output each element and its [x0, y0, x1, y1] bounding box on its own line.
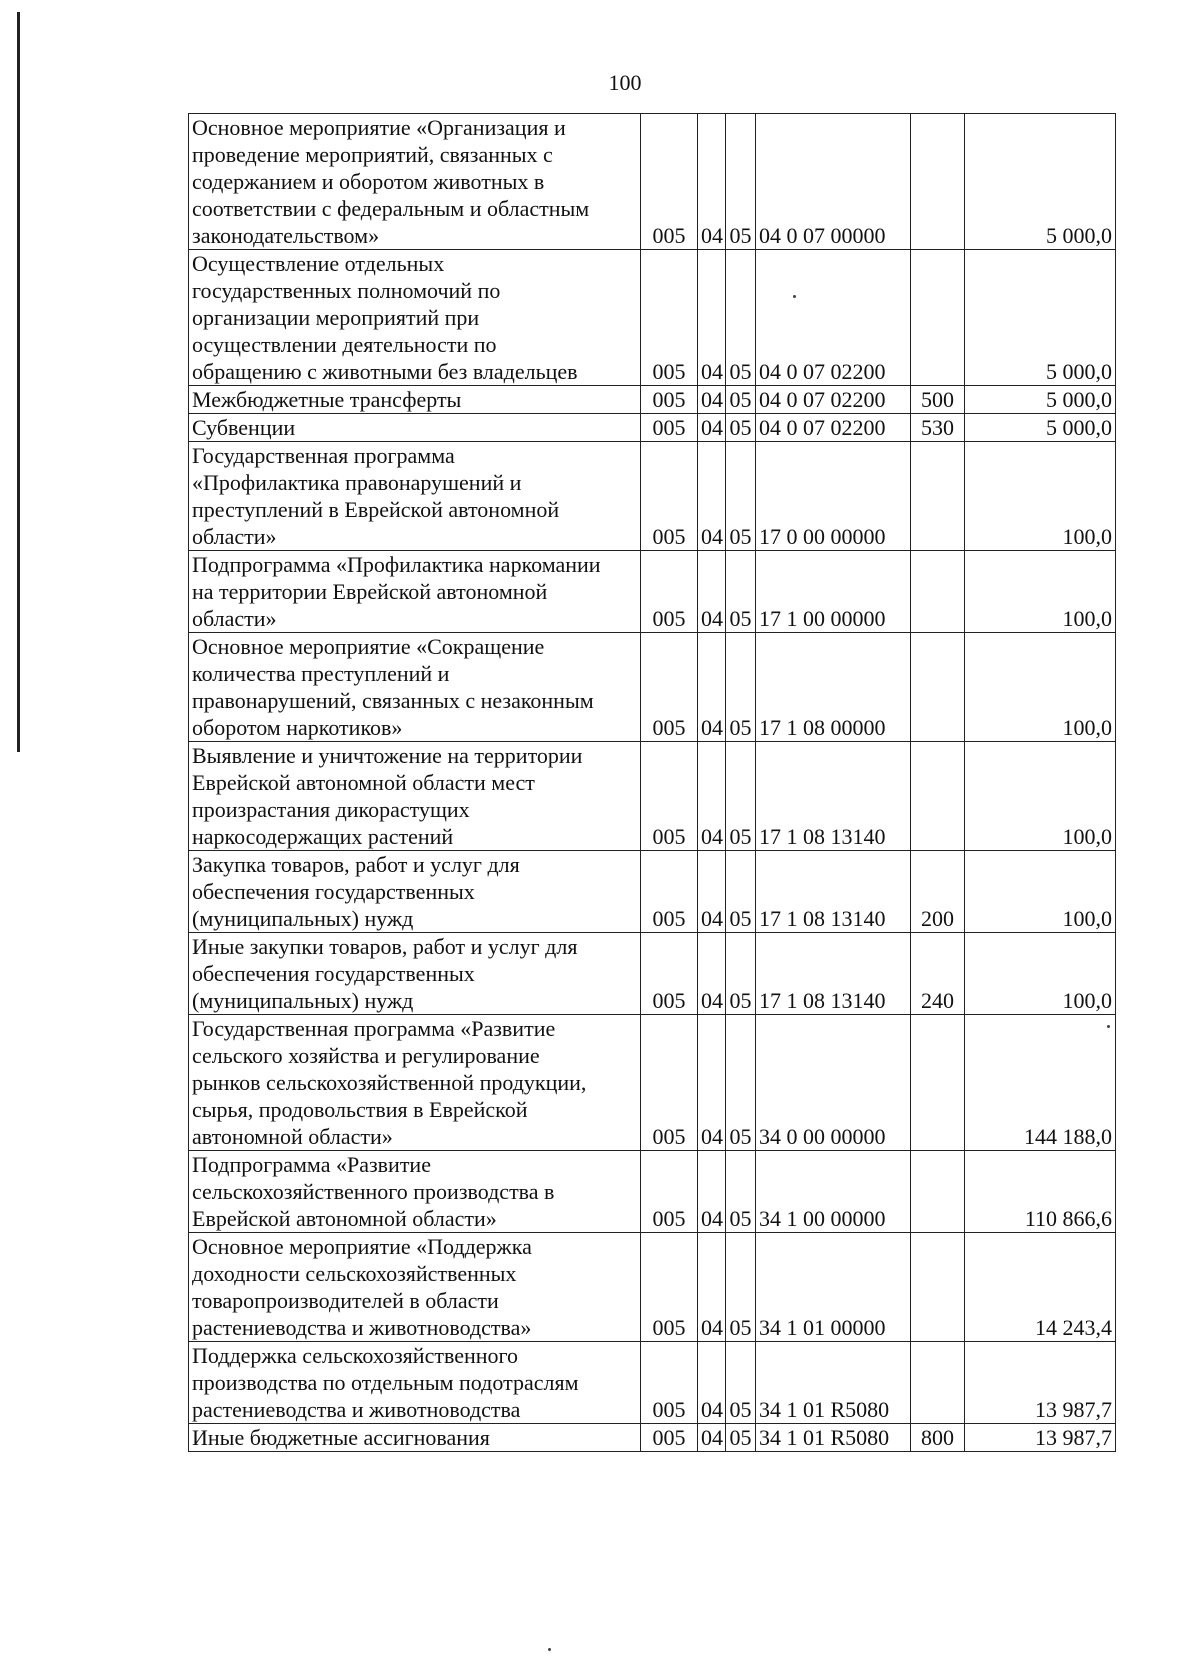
scan-margin-line [17, 12, 20, 752]
row-section-code: 04 [698, 250, 726, 386]
row-section-code: 04 [698, 933, 726, 1015]
row-description: Государственная программа «Профилактика правонарушений и преступлений в Еврейской автономной области» [189, 442, 641, 551]
row-grbs-code: 005 [641, 851, 698, 933]
row-grbs-code: 005 [641, 114, 698, 250]
row-grbs-code: 005 [641, 1151, 698, 1233]
row-section-code: 04 [698, 414, 726, 442]
row-grbs-code: 005 [641, 414, 698, 442]
row-subsection-code: 05 [726, 1424, 756, 1452]
row-description: Подпрограмма «Профилактика наркомании на территории Еврейской автономной области» [189, 551, 641, 633]
row-section-code: 04 [698, 1424, 726, 1452]
table-row [189, 1151, 1116, 1233]
table-row [189, 250, 1116, 386]
row-target-article-code: 17 1 08 13140 [756, 851, 911, 933]
row-description: Государственная программа «Развитие сельского хозяйства и регулирование рынков сельскохозяйственной продукции, сырья, продовольствия в Еврейской автономной области» [189, 1015, 641, 1151]
row-grbs-code: 005 [641, 633, 698, 742]
row-section-code: 04 [698, 442, 726, 551]
row-description: Закупка товаров, работ и услуг для обеспечения государственных (муниципальных) нужд [189, 851, 641, 933]
row-amount: 13 987,7 [965, 1424, 1116, 1452]
row-expense-type-code [911, 742, 965, 851]
row-section-code: 04 [698, 114, 726, 250]
row-subsection-code: 05 [726, 851, 756, 933]
row-subsection-code: 05 [726, 250, 756, 386]
row-target-article-code: 34 1 01 R5080 [756, 1424, 911, 1452]
row-subsection-code: 05 [726, 1342, 756, 1424]
row-subsection-code: 05 [726, 1015, 756, 1151]
row-target-article-code: 04 0 07 02200 [756, 386, 911, 414]
row-target-article-code: 04 0 07 02200 [756, 414, 911, 442]
row-description: Иные бюджетные ассигнования [189, 1424, 641, 1452]
row-grbs-code: 005 [641, 742, 698, 851]
table-row [189, 742, 1116, 851]
row-expense-type-code [911, 633, 965, 742]
row-description: Выявление и уничтожение на территории Еврейской автономной области мест произрастания дикорастущих наркосодержащих растений [189, 742, 641, 851]
row-section-code: 04 [698, 1233, 726, 1342]
row-description: Субвенции [189, 414, 641, 442]
row-target-article-code: 17 0 00 00000 [756, 442, 911, 551]
row-amount: 14 243,4 [965, 1233, 1116, 1342]
row-subsection-code: 05 [726, 414, 756, 442]
row-expense-type-code: 240 [911, 933, 965, 1015]
row-amount: 100,0 [965, 551, 1116, 633]
row-target-article-code: 17 1 08 13140 [756, 742, 911, 851]
scan-speck [793, 295, 796, 298]
row-amount: 5 000,0 [965, 114, 1116, 250]
row-description: Поддержка сельскохозяйственного производства по отдельным подотраслям растениеводства и животноводства [189, 1342, 641, 1424]
row-grbs-code: 005 [641, 386, 698, 414]
row-description: Межбюджетные трансферты [189, 386, 641, 414]
table-row [189, 1342, 1116, 1424]
row-amount: 100,0 [965, 633, 1116, 742]
row-subsection-code: 05 [726, 633, 756, 742]
row-section-code: 04 [698, 1015, 726, 1151]
row-amount: 5 000,0 [965, 414, 1116, 442]
row-section-code: 04 [698, 851, 726, 933]
row-expense-type-code: 800 [911, 1424, 965, 1452]
row-section-code: 04 [698, 386, 726, 414]
row-target-article-code: 17 1 00 00000 [756, 551, 911, 633]
row-amount: 100,0 [965, 933, 1116, 1015]
scan-speck [1107, 1025, 1110, 1028]
row-target-article-code: 17 1 08 13140 [756, 933, 911, 1015]
row-grbs-code: 005 [641, 442, 698, 551]
row-expense-type-code: 500 [911, 386, 965, 414]
row-expense-type-code: 200 [911, 851, 965, 933]
row-grbs-code: 005 [641, 1233, 698, 1342]
row-grbs-code: 005 [641, 1342, 698, 1424]
row-subsection-code: 05 [726, 1151, 756, 1233]
row-amount: 5 000,0 [965, 386, 1116, 414]
row-grbs-code: 005 [641, 1015, 698, 1151]
row-description: Иные закупки товаров, работ и услуг для обеспечения государственных (муниципальных) нужд [189, 933, 641, 1015]
budget-table [188, 113, 1116, 1452]
row-amount: 100,0 [965, 742, 1116, 851]
row-subsection-code: 05 [726, 1233, 756, 1342]
table-row [189, 114, 1116, 250]
row-expense-type-code: 530 [911, 414, 965, 442]
row-expense-type-code [911, 250, 965, 386]
table-row [189, 386, 1116, 414]
row-grbs-code: 005 [641, 1424, 698, 1452]
table-row [189, 442, 1116, 551]
table-row [189, 1015, 1116, 1151]
row-subsection-code: 05 [726, 933, 756, 1015]
row-expense-type-code [911, 551, 965, 633]
row-amount: 110 866,6 [965, 1151, 1116, 1233]
row-expense-type-code [911, 1015, 965, 1151]
row-grbs-code: 005 [641, 933, 698, 1015]
row-target-article-code: 34 0 00 00000 [756, 1015, 911, 1151]
table-row [189, 1424, 1116, 1452]
row-amount: 13 987,7 [965, 1342, 1116, 1424]
table-row [189, 633, 1116, 742]
row-description: Основное мероприятие «Поддержка доходности сельскохозяйственных товаропроизводителей в области растениеводства и животноводства» [189, 1233, 641, 1342]
row-expense-type-code [911, 1151, 965, 1233]
row-expense-type-code [911, 1342, 965, 1424]
row-expense-type-code [911, 442, 965, 551]
row-description: Основное мероприятие «Организация и проведение мероприятий, связанных с содержанием и оборотом животных в соответствии с федеральным и областным законодательством» [189, 114, 641, 250]
row-grbs-code: 005 [641, 250, 698, 386]
row-section-code: 04 [698, 551, 726, 633]
row-target-article-code: 34 1 01 R5080 [756, 1342, 911, 1424]
table-row [189, 551, 1116, 633]
row-amount: 5 000,0 [965, 250, 1116, 386]
scan-speck [548, 1648, 551, 1651]
row-section-code: 04 [698, 1151, 726, 1233]
row-amount: 100,0 [965, 442, 1116, 551]
table-row [189, 414, 1116, 442]
page-number: 100 [608, 70, 642, 95]
row-section-code: 04 [698, 742, 726, 851]
table-row [189, 933, 1116, 1015]
row-subsection-code: 05 [726, 442, 756, 551]
row-expense-type-code [911, 1233, 965, 1342]
row-subsection-code: 05 [726, 742, 756, 851]
row-subsection-code: 05 [726, 551, 756, 633]
row-subsection-code: 05 [726, 114, 756, 250]
row-target-article-code: 34 1 00 00000 [756, 1151, 911, 1233]
row-amount: 100,0 [965, 851, 1116, 933]
table-row [189, 1233, 1116, 1342]
row-section-code: 04 [698, 633, 726, 742]
row-description: Подпрограмма «Развитие сельскохозяйственного производства в Еврейской автономной области» [189, 1151, 641, 1233]
table-row [189, 851, 1116, 933]
row-subsection-code: 05 [726, 386, 756, 414]
row-target-article-code: 04 0 07 02200 [756, 250, 911, 386]
row-description: Осуществление отдельных государственных полномочий по организации мероприятий при осуществлении деятельности по обращению с животными без владельцев [189, 250, 641, 386]
row-expense-type-code [911, 114, 965, 250]
row-grbs-code: 005 [641, 551, 698, 633]
row-section-code: 04 [698, 1342, 726, 1424]
row-description: Основное мероприятие «Сокращение количества преступлений и правонарушений, связанных с незаконным оборотом наркотиков» [189, 633, 641, 742]
row-target-article-code: 34 1 01 00000 [756, 1233, 911, 1342]
row-target-article-code: 17 1 08 00000 [756, 633, 911, 742]
row-target-article-code: 04 0 07 00000 [756, 114, 911, 250]
row-amount: 144 188,0 [965, 1015, 1116, 1151]
